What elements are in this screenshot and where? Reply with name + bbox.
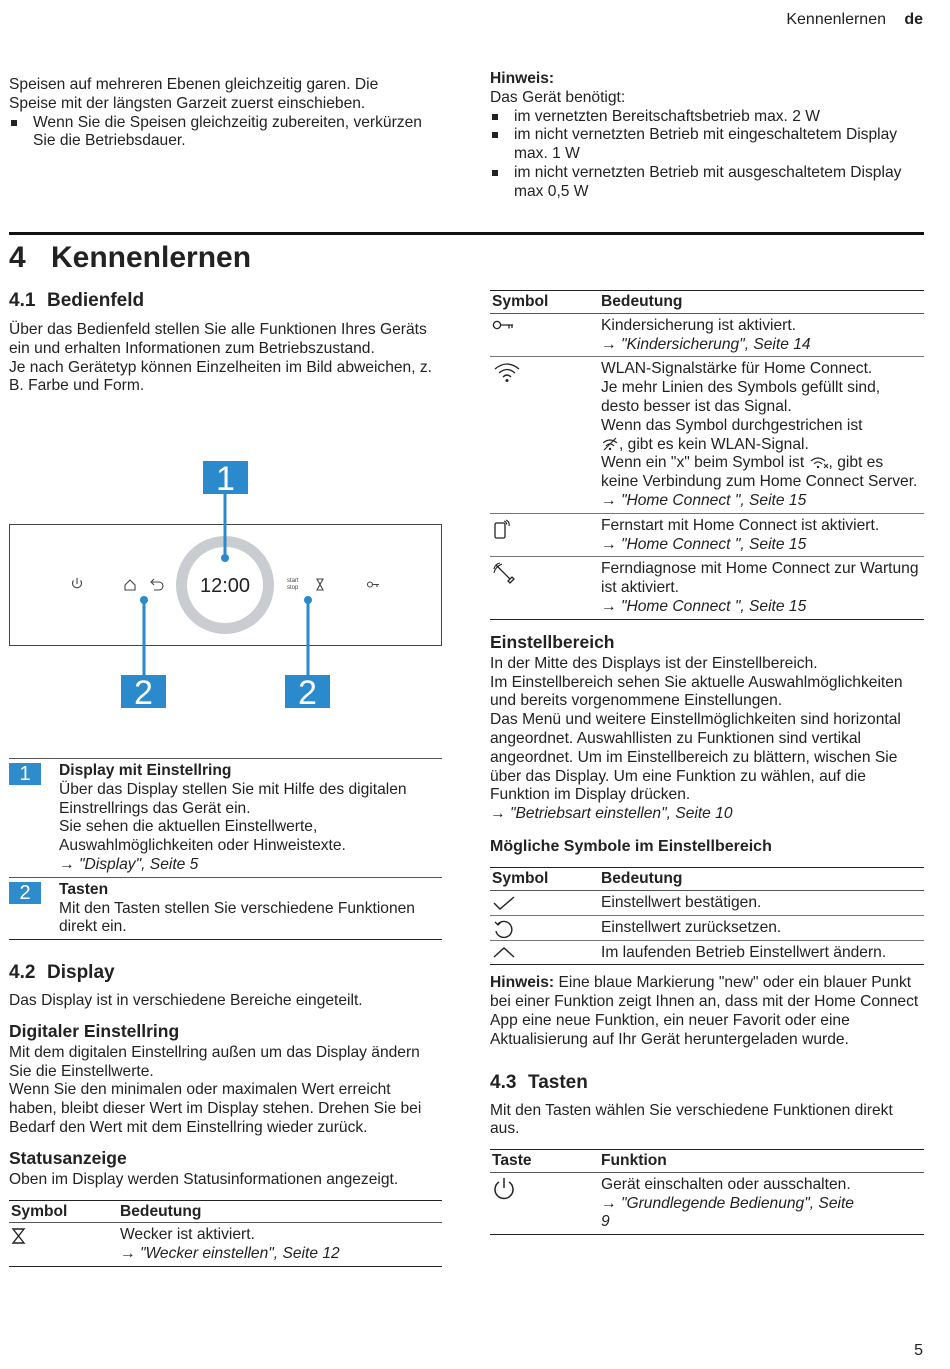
paragraph: In der Mitte des Displays ist der Einstellbereich. (490, 654, 818, 672)
paragraph: Mit dem digitalen Einstellring außen um das Display ändern Sie die Einstellwerte. (9, 1043, 420, 1080)
section-heading (9, 962, 442, 984)
cross-reference[interactable]: → "Grundlegende Bedienung", Seite 9 (601, 1194, 854, 1231)
paragraph: Je nach Gerätetyp können Einzelheiten im Bild abweichen, z. B. Farbe und Form. (9, 358, 433, 395)
table-row (490, 890, 924, 915)
page-number: 5 (914, 1342, 923, 1360)
cross-reference[interactable]: → "Kindersicherung", Seite 14 (601, 335, 811, 353)
cross-reference[interactable]: → "Display", Seite 5 (59, 855, 199, 873)
cell-text: Wecker ist aktiviert. (120, 1226, 255, 1244)
table-row (490, 357, 924, 513)
check-icon (492, 895, 516, 911)
paragraph: Das Menü und weitere Einstellmöglichkeiten sind horizontal angeordnet. Auswahllisten zu Funktionen sind vertikal angeordnet. Um im Einstellbereich zu blättern, wischen Sie über das Display. Um eine Funktion zu wählen, auf die Funktion im Display drücken. (490, 711, 901, 804)
column-header: Symbol (9, 1200, 118, 1223)
running-header-title: Kennenlernen (786, 11, 886, 28)
wifi-crossed-icon (601, 437, 619, 451)
cell-text: Ferndiagnose mit Home Connect zur Wartung ist aktiviert. (601, 560, 919, 597)
legend-row (9, 759, 442, 878)
legend-badge: 2 (9, 882, 41, 904)
remote-start-icon (492, 518, 512, 540)
cross-reference[interactable]: → "Home Connect ", Seite 15 (601, 535, 807, 553)
table-row (9, 1223, 442, 1267)
callout-1: 1 (216, 460, 235, 498)
legend-title: Tasten (59, 880, 109, 898)
status-table-right-wrap (490, 290, 924, 1235)
cell-text: Im laufenden Betrieb Einstellwert ändern. (599, 940, 924, 965)
key-icon (492, 318, 516, 332)
table-row (490, 1172, 924, 1234)
table-row (490, 915, 924, 940)
section-heading (490, 1072, 924, 1094)
cross-reference[interactable]: → "Home Connect ", Seite 15 (601, 597, 807, 615)
section-bedienfeld (9, 290, 442, 396)
column-header: Taste (490, 1150, 599, 1173)
legend-badge: 1 (9, 763, 41, 785)
section-number: 4.3 (490, 1071, 517, 1093)
column-header: Bedeutung (118, 1200, 442, 1223)
bullet-item: Wenn Sie die Speisen gleichzeitig zubereiten, verkürzen Sie die Betriebsdauer. (9, 114, 429, 152)
paragraph: Mit den Tasten wählen Sie verschiedene Funktionen direkt aus. (490, 1101, 893, 1138)
cell-text: Je mehr Linien des Symbols gefüllt sind, desto besser ist das Signal. (601, 379, 881, 415)
cross-reference[interactable]: → "Wecker einstellen", Seite 12 (120, 1245, 340, 1263)
cross-reference[interactable]: → "Home Connect ", Seite 15 (601, 491, 807, 509)
paragraph: Speisen auf mehreren Ebenen gleichzeitig garen. Die Speise mit der längsten Garzeit zuerst einschieben. (9, 76, 379, 112)
status-table-left (9, 1200, 442, 1267)
stop-label: stop (287, 585, 299, 591)
subheading: Digitaler Einstellring (9, 1020, 180, 1041)
table-row (490, 940, 924, 965)
chevron-up-icon (492, 945, 516, 961)
subheading: Statusanzeige (9, 1147, 127, 1168)
column-header: Symbol (490, 867, 599, 890)
status-table-right (490, 290, 924, 620)
cell-text: Kindersicherung ist aktiviert. (601, 316, 797, 334)
control-panel-figure (9, 455, 442, 715)
column-header: Bedeutung (599, 867, 924, 890)
legend-title: Display mit Einstellring (59, 762, 232, 779)
table-row (490, 513, 924, 557)
hint-item: im vernetzten Bereitschaftsbetrieb max. 2 W (490, 108, 922, 127)
hint-item: im nicht vernetzten Betrieb mit eingeschaltetem Display max. 1 W (490, 126, 922, 164)
cell-text: Gerät einschalten oder ausschalten. (601, 1175, 851, 1193)
legend-text: Mit den Tasten stellen Sie verschiedene Funktionen direkt ein. (59, 899, 415, 936)
section-title: Display (47, 962, 115, 983)
hourglass-icon (11, 1227, 27, 1245)
top-left-text (9, 76, 442, 151)
start-label: start (287, 578, 299, 584)
hint-intro: Das Gerät benötigt: (490, 88, 626, 106)
column-header: Symbol (490, 291, 599, 314)
subheading: Einstellbereich (490, 631, 615, 652)
section-display (9, 962, 442, 1267)
subheading: Mögliche Symbole im Einstellbereich (490, 837, 772, 855)
chapter-title: Kennenlernen (51, 241, 252, 274)
remote-diagnosis-icon (492, 561, 516, 585)
paragraph: Oben im Display werden Statusinformationen angezeigt. (9, 1170, 399, 1188)
table-row (490, 557, 924, 619)
paragraph: Wenn Sie den minimalen oder maximalen Wert erreicht haben, bleibt dieser Wert im Display stehen. Drehen Sie bei Bedarf den Wert mit dem Einstellring wieder zurück. (9, 1081, 422, 1136)
hint-box (490, 70, 924, 202)
section-number: 4.1 (9, 290, 36, 311)
cell-text: Einstellwert bestätigen. (599, 890, 924, 915)
hint-label: Hinweis: (490, 70, 555, 87)
tasten-table (490, 1149, 924, 1235)
panel-legend (9, 758, 442, 940)
chapter-number: 4 (9, 241, 26, 274)
wifi-icon (492, 361, 522, 383)
cross-reference[interactable]: → "Betriebsart einstellen", Seite 10 (490, 805, 733, 823)
paragraph: Über das Bedienfeld stellen Sie alle Funktionen Ihres Geräts ein und erhalten Informationen zum Betriebszustand. (9, 321, 427, 357)
running-header-lang: de (904, 11, 923, 28)
cell-text: Fernstart mit Home Connect ist aktiviert. (601, 516, 880, 534)
power-icon (492, 1177, 516, 1201)
cell-text: Einstellwert zurücksetzen. (599, 915, 924, 940)
callout-2a: 2 (134, 674, 153, 712)
wifi-x-icon (809, 455, 829, 469)
legend-text: Über das Display stellen Sie mit Hilfe des digitalen Einstrellrings das Gerät ein. (59, 780, 407, 817)
callout-2b: 2 (298, 674, 317, 712)
section-number: 4.2 (9, 962, 36, 983)
hint-paragraph: Hinweis: Eine blaue Markierung "new" oder ein blauer Punkt bei einer Funktion zeigt Ihnen an, dass mit der Home Connect App eine neue Funktion, ein neuer Favorit oder eine Aktualisierung auf Ihr Gerät heruntergeladen wurde. (490, 974, 919, 1048)
display-time: 12:00 (199, 575, 251, 597)
cell-text: Wenn ein "x" beim Symbol ist , gibt es keine Verbindung zum Home Connect Server. (601, 454, 918, 491)
chapter-heading (9, 232, 924, 276)
section-heading (9, 290, 442, 312)
column-header: Funktion (599, 1150, 924, 1173)
section-title: Tasten (528, 1071, 588, 1093)
section-title: Bedienfeld (47, 290, 145, 311)
table-row (490, 313, 924, 357)
cell-text: WLAN-Signalstärke für Home Connect. (601, 360, 873, 378)
legend-text: Sie sehen die aktuellen Einstellwerte, Auswahlmöglichkeiten oder Hinweistexte. (59, 818, 346, 855)
column-header: Bedeutung (599, 291, 924, 314)
reset-icon (492, 920, 516, 938)
paragraph: Im Einstellbereich sehen Sie aktuelle Auswahlmöglichkeiten und bereits vorgenommene Einstellungen. (490, 673, 903, 710)
paragraph: Das Display ist in verschiedene Bereiche eingeteilt. (9, 992, 363, 1009)
cell-text: Wenn das Symbol durchgestrichen ist , gibt es kein WLAN-Signal. (601, 416, 863, 453)
hint-item: im nicht vernetzten Betrieb mit ausgeschaltetem Display max 0,5 W (490, 164, 922, 202)
einstell-symbol-table (490, 867, 924, 965)
legend-row (9, 877, 442, 939)
control-panel-drawing (9, 455, 442, 715)
